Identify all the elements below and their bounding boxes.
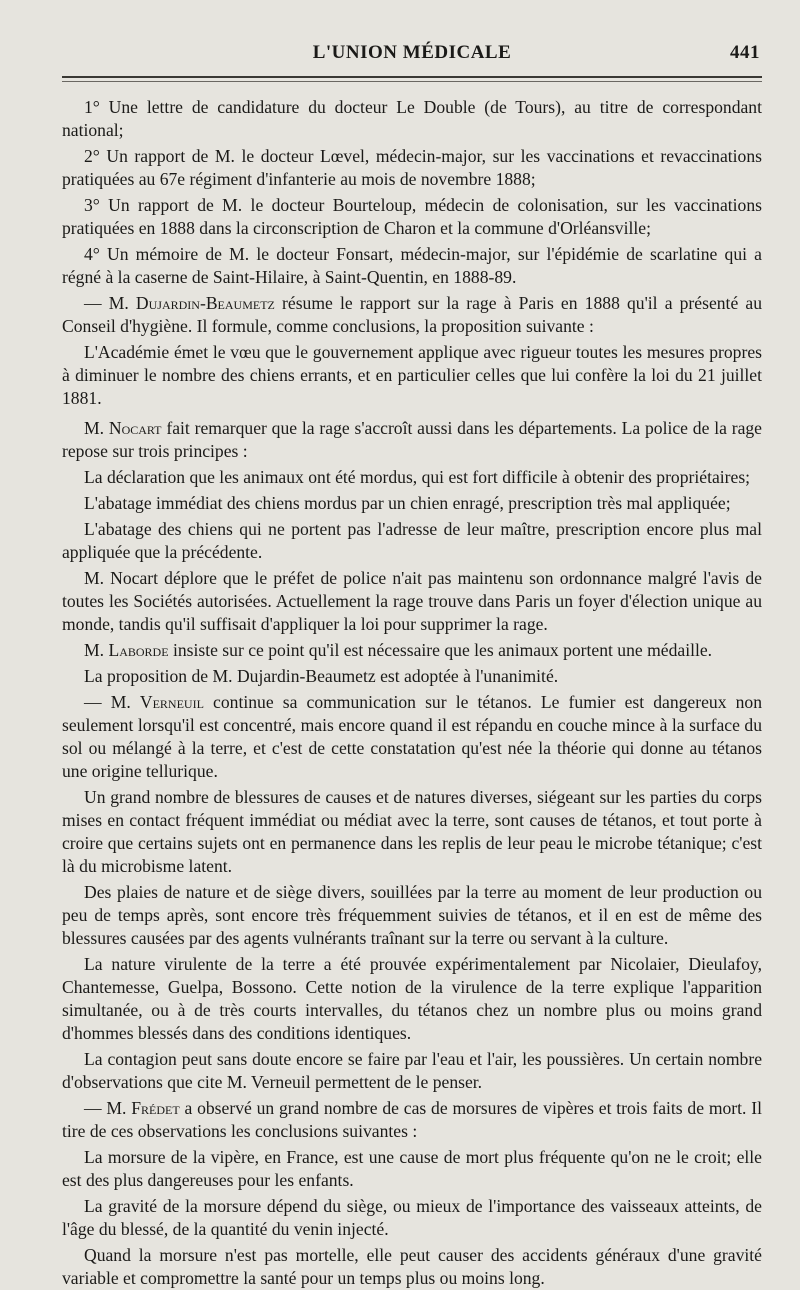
paragraph-text: 3° Un rapport de M. le docteur Bourteloup, médecin de colonisation, sur les vaccinations pratiquées en 1888 dans la circonscription de Charon et la commune d'Orléansville;: [62, 195, 762, 238]
paragraph-prefix: — M.: [84, 293, 136, 313]
header-rule-thin: [62, 81, 762, 82]
paragraph-text: La morsure de la vipère, en France, est une cause de mort plus fréquente qu'on ne le croit; elle est des plus dangereuses pour les enfants.: [62, 1147, 762, 1190]
paragraph: [62, 145, 762, 191]
paragraph: [62, 1048, 762, 1094]
paragraph: [62, 665, 762, 688]
paragraph-prefix: M.: [84, 640, 109, 660]
article-body: [62, 96, 762, 1290]
paragraph: [62, 341, 762, 410]
paragraph-text: insiste sur ce point qu'il est nécessaire que les animaux portent une médaille.: [168, 640, 713, 660]
paragraph: [62, 518, 762, 564]
paragraph-text: La gravité de la morsure dépend du siège, ou mieux de l'importance des vaisseaux atteints, de l'âge du blessé, de la quantité du venin injecté.: [62, 1196, 762, 1239]
paragraph-text: M. Nocart déplore que le préfet de police n'ait pas maintenu son ordonnance malgré l'avis de toutes les Sociétés autorisées. Actuellement la rage trouve dans Paris un foyer d'élection unique au monde, tandis qu'il suffisait d'appliquer la loi pour supprimer la rage.: [62, 568, 762, 634]
speaker-name: Dujardin-Beaumetz: [135, 293, 275, 313]
paragraph: [62, 691, 762, 783]
paragraph-text: 1° Une lettre de candidature du docteur Le Double (de Tours), au titre de correspondant national;: [62, 97, 762, 140]
paragraph-text: 4° Un mémoire de M. le docteur Fonsart, médecin-major, sur l'épidémie de scarlatine qui a régné à la caserne de Saint-Hilaire, à Saint-Quentin, en 1888-89.: [62, 244, 762, 287]
paragraph: [62, 953, 762, 1045]
page-number: 441: [730, 42, 760, 63]
paragraph: [62, 292, 762, 338]
paragraph: [62, 786, 762, 878]
paragraph: [62, 639, 762, 662]
paragraph-text: 2° Un rapport de M. le docteur Lœvel, médecin-major, sur les vaccinations et revaccinations pratiquées au 67e régiment d'infanterie au mois de novembre 1888;: [62, 146, 762, 189]
paragraph-text: L'abatage des chiens qui ne portent pas l'adresse de leur maître, prescription encore plus mal appliquée que la précédente.: [62, 519, 762, 562]
speaker-name: Laborde: [108, 640, 169, 660]
paragraph-text: Un grand nombre de blessures de causes et de natures diverses, siégeant sur les parties du corps mises en contact fréquent immédiat ou médiat avec la terre, sont causes de tétanos, et tout porte à croire que certains sujets ont en permanence dans les replis de leur peau le microbe tétanique; c'est là du microbisme latent.: [62, 787, 762, 876]
paragraph: [62, 417, 762, 463]
paragraph-text: La nature virulente de la terre a été prouvée expérimentalement par Nicolaier, Dieulafoy, Chantemesse, Guelpa, Bossono. Cette notion de la virulence de la terre explique l'apparition simultanée, ou à de très courts intervalles, du tétanos chez un nombre plus ou moins grand d'hommes blessés dans des conditions identiques.: [62, 954, 762, 1043]
journal-title: L'UNION MÉDICALE: [312, 42, 512, 63]
paragraph: [62, 1244, 762, 1290]
paragraph-text: Quand la morsure n'est pas mortelle, elle peut causer des accidents généraux d'une gravité variable et compromettre la santé pour un temps plus ou moins long.: [62, 1245, 762, 1288]
paragraph-text: continue sa communication sur le tétanos. Le fumier est dangereux non seulement lorsqu'il est concentré, mais encore quand il est répandu en couche mince à la surface du sol ou mélangé à la terre, et c'est de cette constatation qu'est née la théorie qui donne au tétanos une origine tellurique.: [62, 692, 763, 781]
paragraph: [62, 1195, 762, 1241]
paragraph: [62, 492, 762, 515]
paragraph-text: fait remarquer que la rage s'accroît aussi dans les départements. La police de la rage repose sur trois principes :: [62, 418, 762, 461]
paragraph: [62, 567, 762, 636]
speaker-name: Nocart: [108, 418, 162, 438]
paragraph-text: résume le rapport sur la rage à Paris en 1888 qu'il a présenté au Conseil d'hygiène. Il formule, comme conclusions, la proposition suivante :: [62, 293, 762, 336]
paragraph: [62, 96, 762, 142]
paragraph-text: La contagion peut sans doute encore se faire par l'eau et l'air, les poussières. Un certain nombre d'observations que cite M. Verneuil permettent de le penser.: [62, 1049, 762, 1092]
paragraph-prefix: — M.: [84, 692, 140, 712]
paragraph-text: Des plaies de nature et de siège divers, souillées par la terre au moment de leur production ou peu de temps après, sont encore très fréquemment suivies de tétanos, et il en est de même des blessures causées par des agents vulnérants traînant sur la terre ou servant à la culture.: [62, 882, 762, 948]
speaker-name: Frédet: [131, 1098, 180, 1118]
paragraph: [62, 466, 762, 489]
paragraph-prefix: M.: [84, 418, 109, 438]
paragraph-text: L'abatage immédiat des chiens mordus par un chien enragé, prescription très mal appliquée;: [84, 493, 731, 513]
header-rule: [62, 76, 762, 78]
paragraph: [62, 1146, 762, 1192]
paragraph: [62, 194, 762, 240]
paragraph: [62, 881, 762, 950]
paragraph-text: La proposition de M. Dujardin-Beaumetz est adoptée à l'unanimité.: [84, 666, 559, 686]
paragraph: [62, 1097, 762, 1143]
speaker-name: Verneuil: [139, 692, 204, 712]
paragraph-text: a observé un grand nombre de cas de morsures de vipères et trois faits de mort. Il tire de ces observations les conclusions suivantes :: [62, 1098, 762, 1141]
running-header: [62, 40, 762, 74]
paragraph-text: La déclaration que les animaux ont été mordus, qui est fort difficile à obtenir des propriétaires;: [84, 467, 751, 487]
paragraph-prefix: — M.: [84, 1098, 132, 1118]
paragraph: [62, 243, 762, 289]
paragraph-text: L'Académie émet le vœu que le gouvernement applique avec rigueur toutes les mesures propres à diminuer le nombre des chiens errants, et en particulier celles que lui confère la loi du 21 juillet 1881.: [62, 342, 762, 408]
